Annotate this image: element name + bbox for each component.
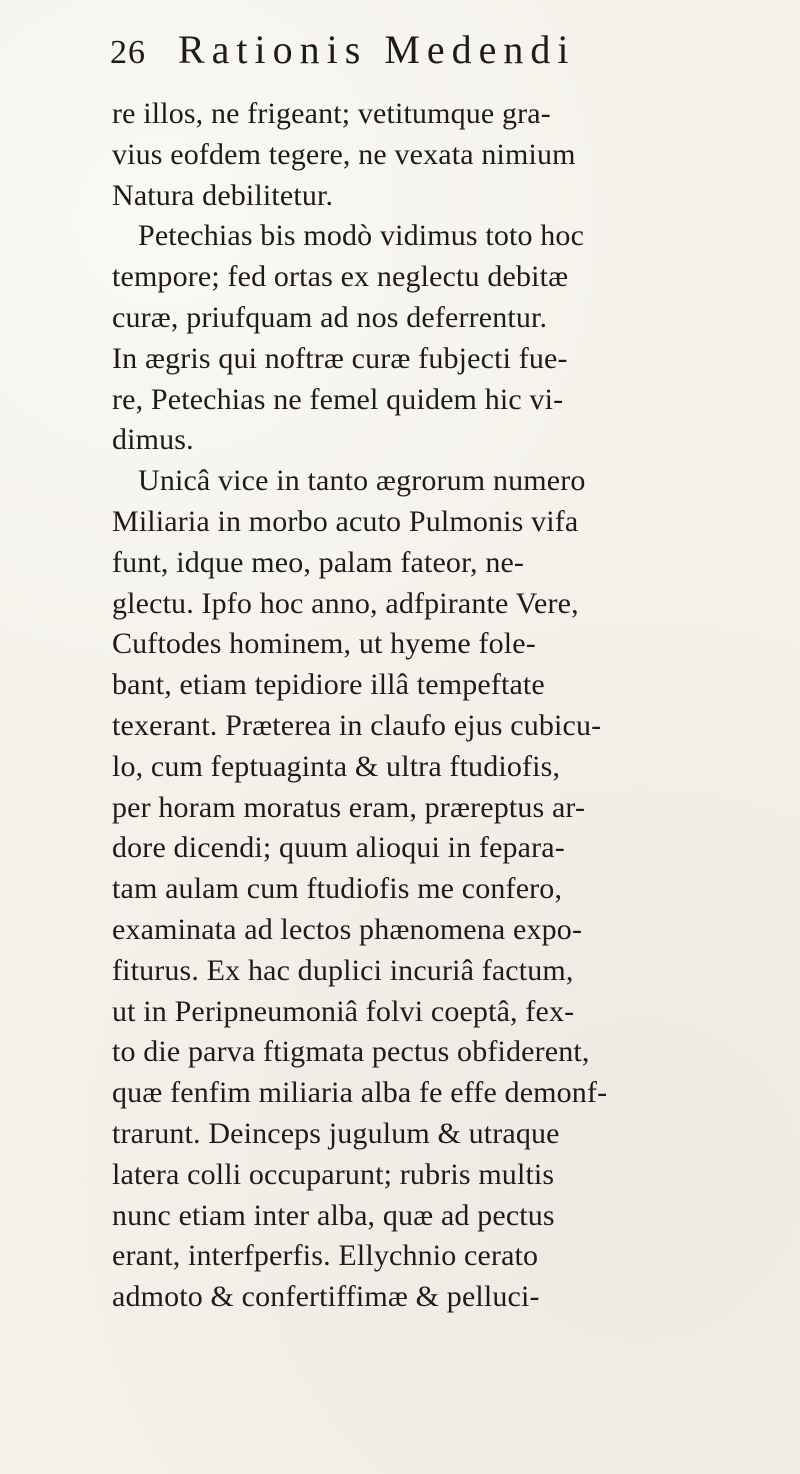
text-line-22: fiturus. Ex hac duplici incuriâ factum, [112, 953, 574, 987]
running-head: Rationis Medendi [178, 27, 576, 72]
text-line-21: examinata ad lectos phænomena expo- [112, 912, 583, 946]
text-line-26: trarunt. Deinceps jugulum & utraque [112, 1116, 560, 1150]
text-line-12: funt, idque meo, palam fateor, ne- [112, 545, 525, 579]
text-line-2: vius eofdem tegere, ne vexata nimium [112, 137, 576, 171]
text-line-6: curæ, priufquam ad nos deferrentur. [112, 300, 548, 334]
text-line-20: tam aulam cum ftudiofis me confero, [112, 872, 563, 906]
page-number: 26 [110, 34, 146, 71]
text-line-23: ut in Peripneumoniâ folvi coeptâ, fex- [112, 994, 575, 1028]
text-line-24: to die parva ftigmata pectus obfiderent, [112, 1035, 590, 1069]
text-line-1: re illos, ne frigeant; vetitumque gra- [112, 97, 551, 130]
text-line-17: lo, cum feptuaginta & ultra ftudiofis, [112, 749, 561, 783]
text-line-18: per horam moratus eram, præreptus ar- [112, 790, 586, 824]
text-line-25: quæ fenfim miliaria alba fe effe demonf- [112, 1076, 608, 1110]
text-line-11: Miliaria in morbo acuto Pulmonis vifa [112, 504, 579, 538]
text-line-10: Unicâ vice in tanto ægrorum numero [138, 464, 586, 498]
text-line-15: bant, etiam tepidiore illâ tempeftate [112, 668, 545, 702]
text-line-19: dore dicendi; quum alioqui in fepara- [112, 831, 565, 865]
text-line-29: erant, interfperfis. Ellychnio cerato [112, 1239, 539, 1273]
text-line-9: dimus. [112, 423, 194, 457]
text-line-13: glectu. Ipfo hoc anno, adfpirante Vere, [112, 586, 579, 620]
text-line-4: Petechias bis modò vidimus toto hoc [138, 219, 585, 253]
text-line-5: tempore; fed ortas ex neglectu debitæ [112, 260, 569, 294]
text-line-30: admoto & confertiffimæ & pelluci- [112, 1280, 540, 1314]
text-line-14: Cuftodes hominem, ut hyeme fole- [112, 627, 536, 661]
text-line-28: nunc etiam inter alba, quæ ad pectus [112, 1198, 555, 1232]
text-line-27: latera colli occuparunt; rubris multis [112, 1157, 555, 1191]
text-line-7: In ægris qui noftræ curæ fubjecti fue- [112, 341, 568, 375]
body-text [112, 94, 697, 1318]
page-header [110, 28, 690, 84]
text-line-8: re, Petechias ne femel quidem hic vi- [112, 382, 564, 416]
text-line-16: texerant. Præterea in claufo ejus cubicu- [112, 708, 602, 742]
text-line-3: Natura debilitetur. [112, 178, 334, 212]
